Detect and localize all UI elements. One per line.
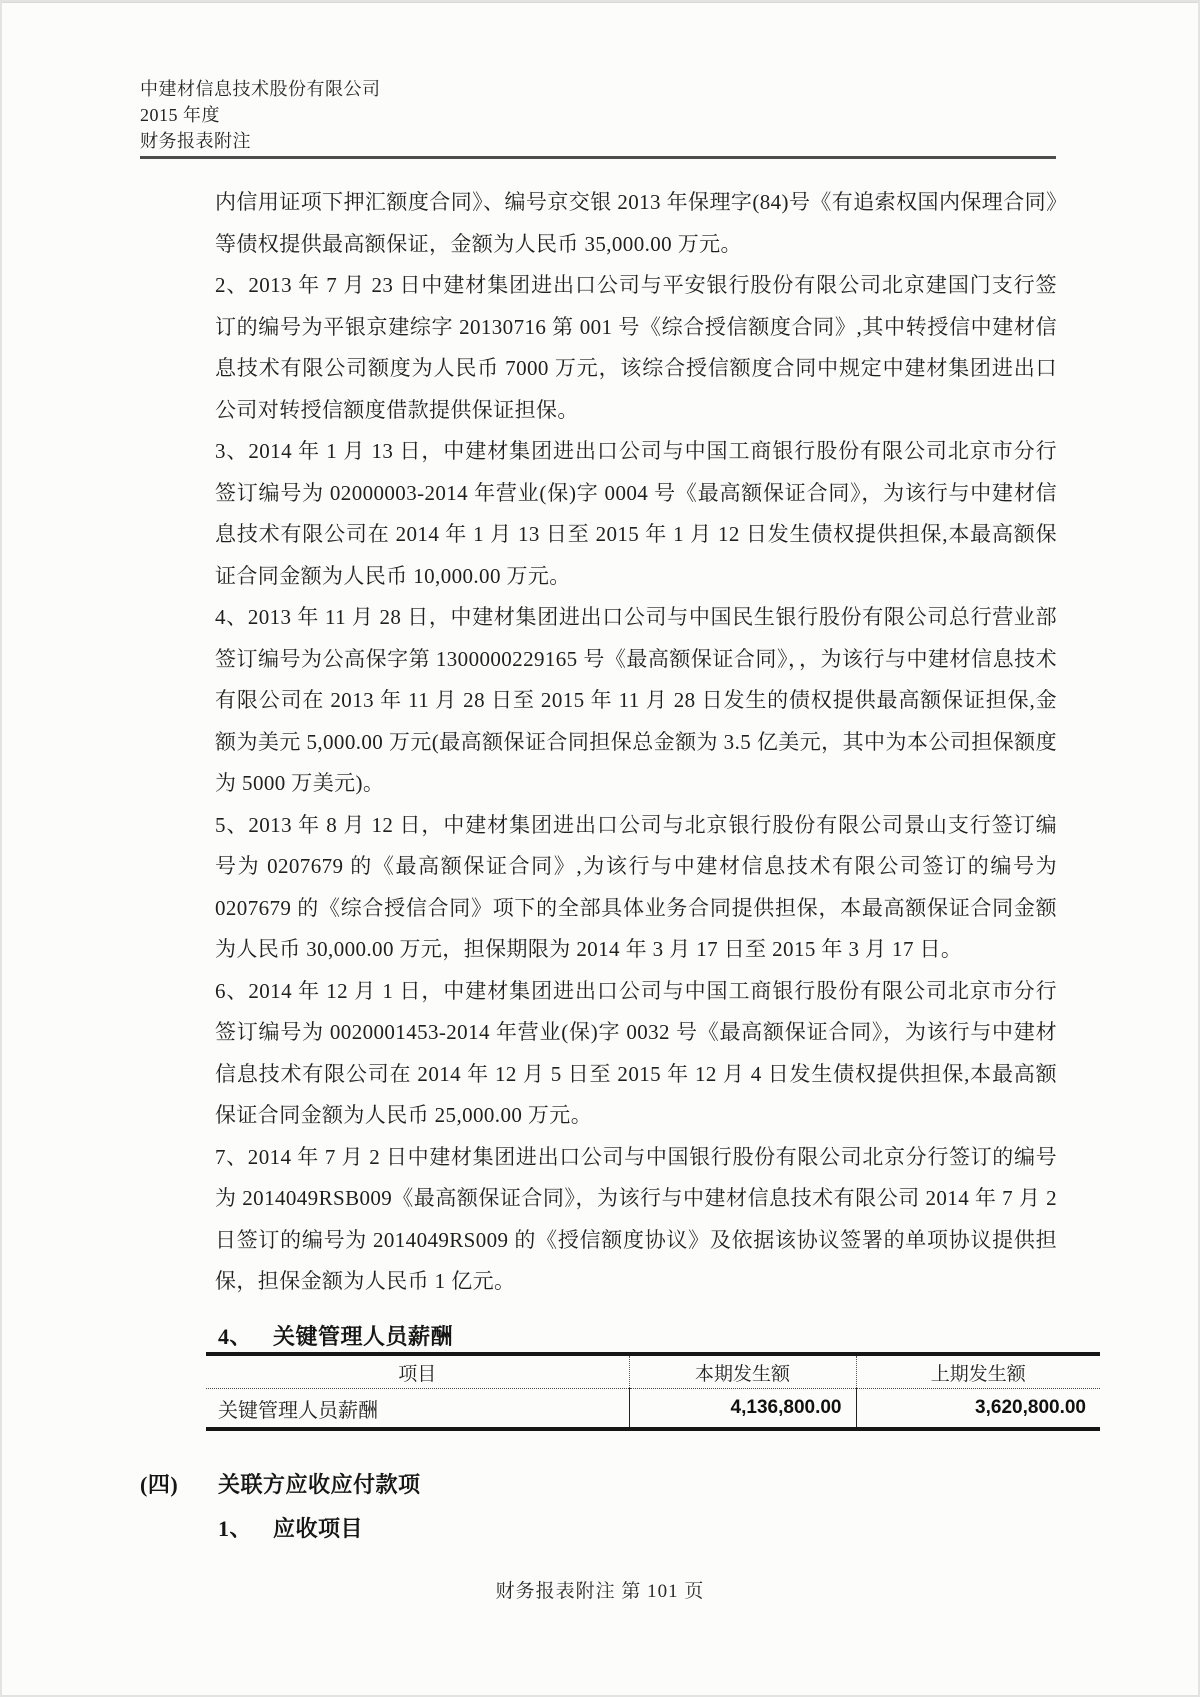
paragraph-item-2: 2、2013 年 7 月 23 日中建材集团进出口公司与平安银行股份有限公司北京建国门支行签订的编号为平银京建综字 20130716 第 001 号《综合授信额度合同》,其中转授信中建材信息技术有限公司额度为人民币 7000 万元，该综合授信额度合同中规定中建材集团进出口公司对转授信额度借款提供保证担保。 [215,273,1057,422]
paragraph-item-7: 7、2014 年 7 月 2 日中建材集团进出口公司与中国银行股份有限公司北京分行签订的编号为 2014049RSB009《最高额保证合同》，为该行与中建材信息技术有限公司 2014 年 7 月 2 日签订的编号为 2014049RS009 的《授信额度协议》及依据该协议签署的单项协议提供担保，担保金额为人民币 1 亿元。 [215,1144,1057,1293]
column-header-item: 项目 [206,1354,629,1389]
subsection-number: 1、 [218,1516,253,1541]
header-rule [140,156,1056,159]
subsection-heading-receivables [218,1512,363,1543]
section-number: 4、 [218,1324,253,1349]
subsection-title: 应收项目 [273,1516,364,1541]
body-text [215,182,1057,1303]
compensation-table [206,1352,1100,1431]
table-row [206,1389,1100,1430]
paragraph-continuation: 内信用证项下押汇额度合同》、编号京交银 2013 年保理字(84)号《有追索权国内保理合同》等债权提供最高额保证，金额为人民币 35,000.00 万元。 [215,190,1057,256]
paragraph-item-6: 6、2014 年 12 月 1 日，中建材集团进出口公司与中国工商银行股份有限公司北京市分行签订编号为 0020001453-2014 年营业(保)字 0032 号《最高额保证合同》，为该行与中建材信息技术有限公司在 2014 年 12 月 5 日至 2015 年 12 月 4 日发生债权提供担保,本最高额保证合同金额为人民币 25,000.00 万元。 [215,978,1057,1127]
document-title: 财务报表附注 [140,131,251,151]
fiscal-year: 2015 年度 [140,105,220,125]
paragraph-item-5: 5、2013 年 8 月 12 日，中建材集团进出口公司与北京银行股份有限公司景山支行签订编号为 0207679 的《最高额保证合同》,为该行与中建材信息技术有限公司签订的编号为 0207679 的《综合授信合同》项下的全部具体业务合同提供担保，本最高额保证合同金额为人民币 30,000.00 万元，担保期限为 2014 年 3 月 17 日至 2015 年 3 月 17 日。 [215,812,1057,961]
row-label: 关键管理人员薪酬 [218,1399,378,1422]
section-title: 关联方应收应付款项 [218,1472,421,1497]
paragraph-item-3: 3、2014 年 1 月 13 日，中建材集团进出口公司与中国工商银行股份有限公司北京市分行签订编号为 02000003-2014 年营业(保)字 0004 号《最高额保证合同》，为该行与中建材信息技术有限公司在 2014 年 1 月 13 日至 2015 年 1 月 12 日发生债权提供担保,本最高额保证合同金额为人民币 10,000.00 万元。 [215,439,1057,588]
table-header-row [206,1354,1100,1389]
section-heading-compensation [218,1320,453,1351]
section-number: (四) [140,1472,179,1497]
page-header [140,76,381,154]
section-heading-related-party [140,1468,421,1499]
column-header-current-period: 本期发生额 [629,1354,856,1389]
page-footer: 财务报表附注 第 101 页 [495,1581,705,1602]
paragraph-item-4: 4、2013 年 11 月 28 日，中建材集团进出口公司与中国民生银行股份有限公司总行营业部签订编号为公高保字第 1300000229165 号《最高额保证合同》，，为该行与中建材信息技术有限公司在 2013 年 11 月 28 日至 2015 年 11 月 28 日发生的债权提供最高额保证担保,金额为美元 5,000.00 万元(最高额保证合同担保总金额为 3.5 亿美元，其中为本公司担保额度为 5000 万美元)。 [215,605,1057,795]
company-name: 中建材信息技术股份有限公司 [140,79,381,99]
current-period-amount: 4,136,800.00 [629,1389,856,1430]
column-header-prior-period: 上期发生额 [856,1354,1100,1389]
section-title: 关键管理人员薪酬 [273,1324,454,1349]
prior-period-amount: 3,620,800.00 [856,1389,1100,1430]
